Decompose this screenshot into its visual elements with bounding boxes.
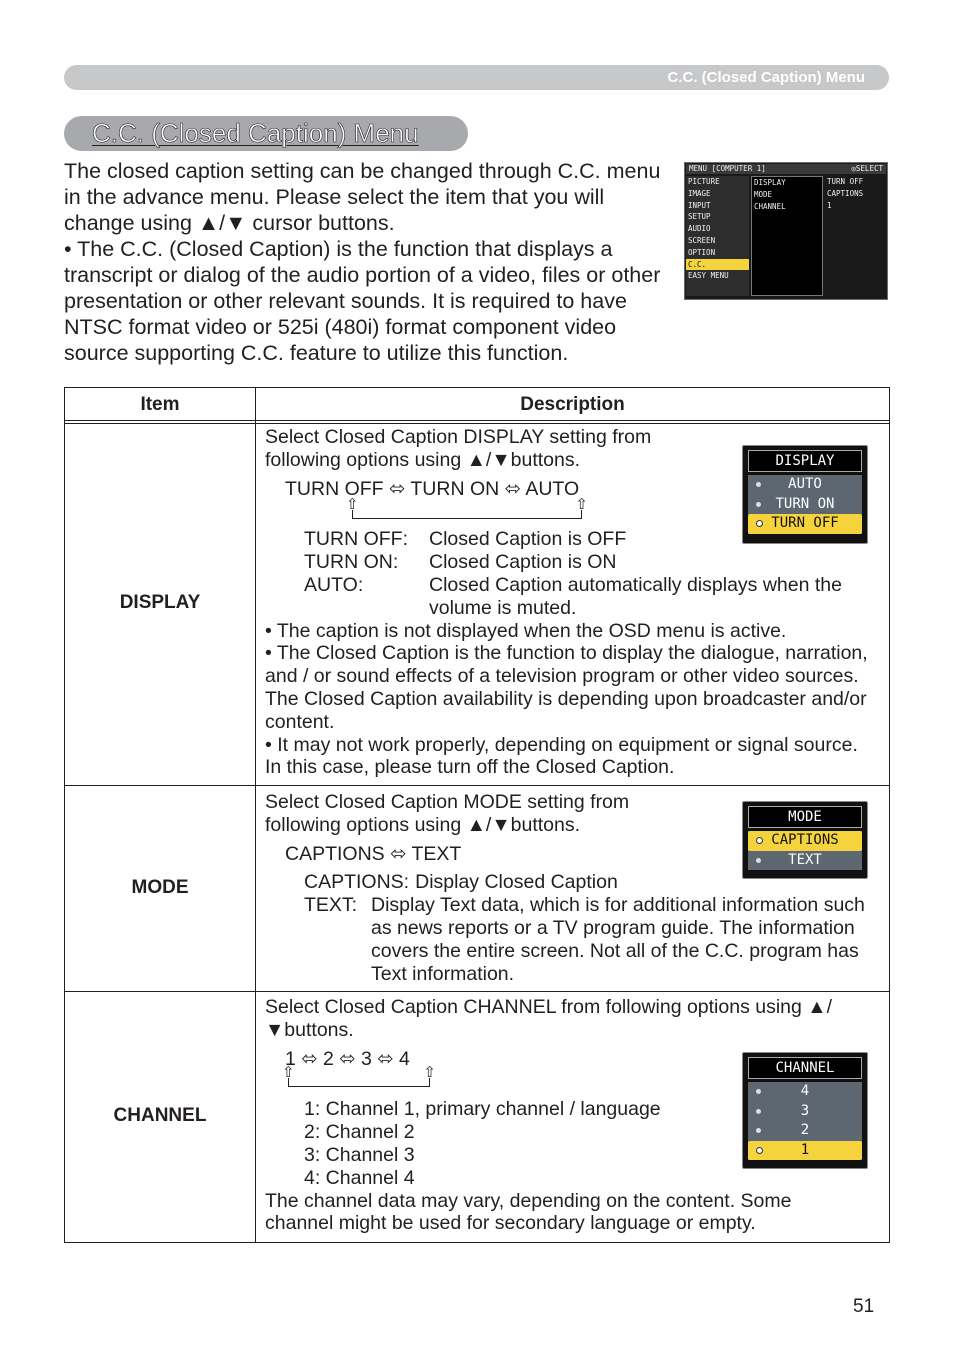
osd-menu-item: AUDIO: [688, 224, 711, 234]
header-divider: [65, 420, 889, 421]
osd-menu-column: [686, 176, 749, 296]
mode-intro: Select Closed Caption MODE setting from following options using ▲/▼buttons.: [265, 791, 630, 836]
osd-menu-screenshot: [684, 162, 888, 300]
column-header-item: Item: [140, 394, 180, 415]
definition-row: TEXT: Display Text data, which is for additional information such as news reports or a TV program guide. The information covers the entire screen. Not all of the C.C. program has Text information.: [304, 894, 865, 985]
display-note-2: • The Closed Caption is the function to display the dialogue, narration, and / or sound effects of a television program or other video sources. The Closed Caption availability is depending upon broadcaster and/or content.: [265, 642, 868, 733]
definition-row: CAPTIONS: Display Closed Caption: [304, 871, 618, 894]
osd-title: MENU [COMPUTER 1]: [689, 164, 766, 173]
row-label-channel: CHANNEL: [113, 1105, 207, 1126]
row-divider: [65, 991, 889, 992]
mode-osd-option: TEXT: [748, 851, 862, 871]
channel-osd-option: 2: [748, 1121, 862, 1141]
osd-value-item: 1: [827, 200, 832, 210]
channel-cycle: 1 ⬄ 2 ⬄ 3 ⬄ 4: [285, 1047, 410, 1070]
mode-definitions: [265, 871, 880, 985]
display-osd-title: DISPLAY: [748, 450, 862, 472]
osd-menu-item: OPTION: [688, 247, 716, 257]
osd-menu-item: SCREEN: [688, 235, 716, 245]
row-divider: [65, 785, 889, 786]
osd-submenu-item: DISPLAY: [754, 178, 786, 187]
row-label-display: DISPLAY: [119, 592, 201, 613]
select-icon: ◎: [851, 164, 856, 173]
osd-submenu-item: MODE: [754, 189, 773, 199]
display-cycle: TURN OFF ⬄ TURN ON ⬄ AUTO: [285, 477, 580, 500]
osd-submenu-item: CHANNEL: [754, 201, 786, 211]
definition-row: AUTO: Closed Caption automatically displays when the volume is muted.: [304, 573, 842, 619]
display-note-3: • It may not work properly, depending on equipment or signal source. In this case, please turn off the Closed Caption.: [265, 733, 858, 779]
channel-list-item: 3: Channel 3: [304, 1143, 415, 1166]
osd-value-item: CAPTIONS: [827, 188, 864, 198]
osd-menu-item: PICTURE: [688, 177, 720, 186]
running-header-title: C.C. (Closed Caption) Menu: [667, 69, 865, 86]
mode-osd-options: [748, 831, 862, 870]
intro-text: [64, 158, 674, 366]
osd-menu-item: IMAGE: [688, 188, 711, 198]
osd-menu-item: EASY MENU: [688, 271, 729, 281]
display-cycle-return-arrow: [352, 510, 582, 519]
header-divider: [65, 423, 889, 424]
osd-menu-item: INPUT: [688, 200, 711, 210]
mode-cycle: CAPTIONS ⬄ TEXT: [285, 842, 462, 865]
display-osd-option: AUTO: [748, 475, 862, 495]
section-title-pill: [64, 116, 468, 151]
channel-note: The channel data may vary, depending on the content. Some channel might be used for secondary language or empty.: [265, 1189, 792, 1235]
channel-osd-option: 4: [748, 1082, 862, 1102]
channel-osd-screenshot: [742, 1052, 868, 1169]
channel-osd-options: [748, 1082, 862, 1160]
display-osd-option: TURN ON: [748, 495, 862, 515]
osd-submenu-column: [751, 176, 823, 296]
table-column-divider: [255, 388, 256, 1242]
intro-paragraph-2: • The C.C. (Closed Caption) is the function that displays a transcript or dialog of the audio portion of a video, files or other presentation or other relevant sounds. It is required to have NTSC format video or 525i (480i) format component video source supporting C.C. feature to utilize this function.: [64, 237, 661, 365]
osd-value-item: TURN OFF: [827, 177, 864, 186]
display-osd-screenshot: [742, 445, 868, 544]
channel-osd-option-selected: 1: [748, 1141, 862, 1161]
mode-osd-title: MODE: [748, 806, 862, 828]
channel-osd-title: CHANNEL: [748, 1057, 862, 1079]
channel-intro: Select Closed Caption CHANNEL from following options using ▲/▼buttons.: [265, 996, 833, 1041]
osd-select-hint: ◎SELECT: [851, 164, 883, 173]
mode-osd-option-selected: CAPTIONS: [748, 831, 862, 851]
intro-paragraph-1: The closed caption setting can be changed through C.C. menu in the advance menu. Please select the item that you will change using ▲/▼ cursor buttons.: [64, 159, 661, 235]
channel-list-item: 1: Channel 1, primary channel / language: [304, 1098, 661, 1121]
display-intro: Select Closed Caption DISPLAY setting from following options using ▲/▼buttons.: [265, 426, 652, 471]
definition-row: TURN ON: Closed Caption is ON: [304, 551, 617, 574]
row-label-mode: MODE: [131, 877, 189, 898]
display-osd-options: [748, 475, 862, 534]
channel-cycle-return-arrow: [288, 1078, 430, 1087]
page-number: 51: [853, 1296, 875, 1317]
running-header-bar: [64, 65, 889, 90]
osd-value-column: [825, 176, 885, 296]
display-osd-option-selected: TURN OFF: [748, 514, 862, 534]
section-title: C.C. (Closed Caption) Menu: [92, 118, 419, 148]
osd-titlebar: [686, 164, 886, 174]
mode-osd-screenshot: [742, 801, 868, 879]
channel-list-item: 4: Channel 4: [304, 1166, 415, 1189]
column-header-description: Description: [520, 394, 625, 415]
osd-menu-item-selected: C.C.: [686, 259, 749, 271]
definition-row: TURN OFF: Closed Caption is OFF: [304, 528, 627, 551]
channel-osd-option: 3: [748, 1102, 862, 1122]
display-note-1: • The caption is not displayed when the OSD menu is active.: [265, 619, 787, 642]
channel-list-item: 2: Channel 2: [304, 1121, 415, 1144]
osd-menu-item: SETUP: [688, 212, 711, 222]
